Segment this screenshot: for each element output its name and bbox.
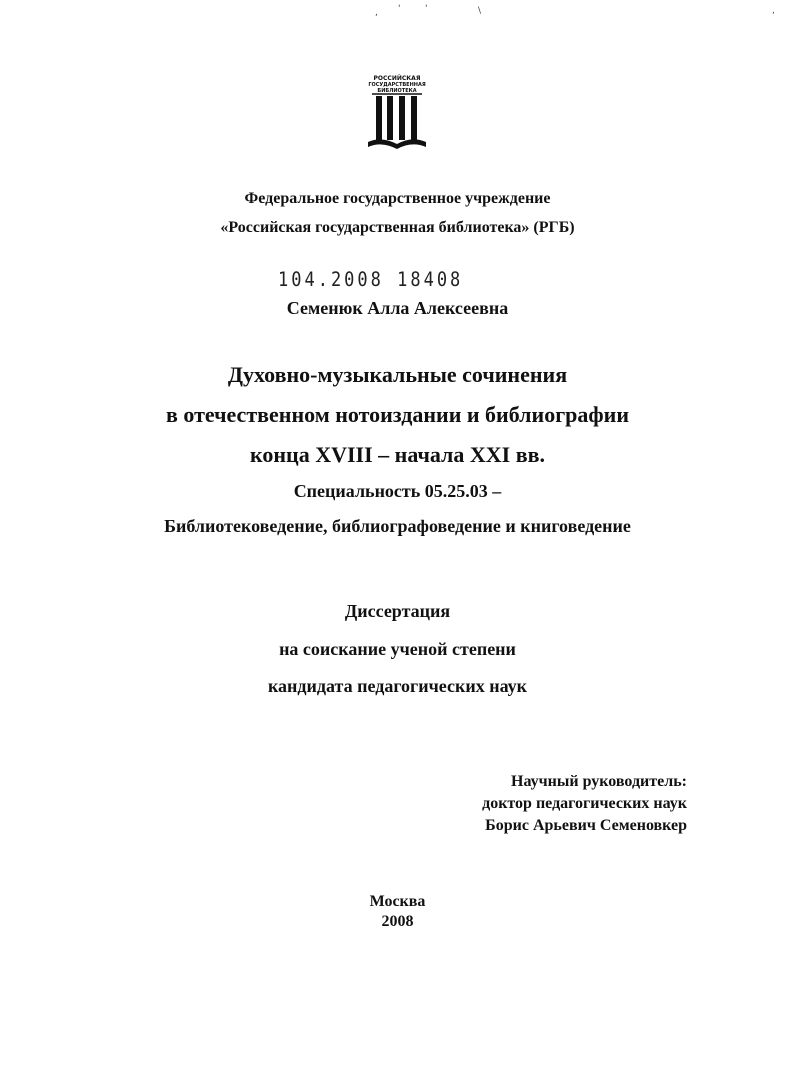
institution-line2: «Российская государственная библиотека» (РГБ) bbox=[220, 219, 575, 236]
logo-caption-line3: БИБЛИОТЕКА bbox=[377, 88, 417, 94]
logo-caption-line1: РОССИЙСКАЯ bbox=[373, 75, 421, 82]
logo-caption-line2: ГОСУДАРСТВЕННАЯ bbox=[368, 82, 426, 88]
title-line2: в отечественном нотоиздании и библиографии bbox=[166, 402, 629, 427]
author-name: Семенюк Алла Алексеевна bbox=[286, 298, 509, 318]
specialty-name: Библиотековедение, библиографоведение и книговедение bbox=[164, 516, 631, 536]
institution-line1: Федеральное государственное учреждение bbox=[244, 190, 551, 207]
supervisor-block bbox=[437, 771, 687, 841]
degree-line2: кандидата педагогических наук bbox=[267, 676, 528, 696]
dissertation-label: Диссертация bbox=[344, 601, 451, 621]
title-line1: Духовно-музыкальные сочинения bbox=[227, 362, 568, 387]
rgb-logo bbox=[358, 72, 436, 154]
supervisor-label: Научный руководитель: bbox=[511, 773, 687, 790]
supervisor-name: Борис Арьевич Семеновкер bbox=[485, 817, 687, 834]
degree-line1: на соискание ученой степени bbox=[279, 639, 516, 659]
specialty-code: Специальность 05.25.03 – bbox=[293, 481, 502, 501]
city: Москва bbox=[369, 893, 426, 910]
supervisor-degree: доктор педагогических наук bbox=[482, 795, 687, 812]
title-line3: конца XVIII – начала XXI вв. bbox=[249, 442, 546, 467]
accession-stamp: 104.2008 18408 bbox=[278, 268, 464, 292]
library-columns-icon bbox=[358, 72, 436, 154]
year: 2008 bbox=[381, 913, 414, 930]
